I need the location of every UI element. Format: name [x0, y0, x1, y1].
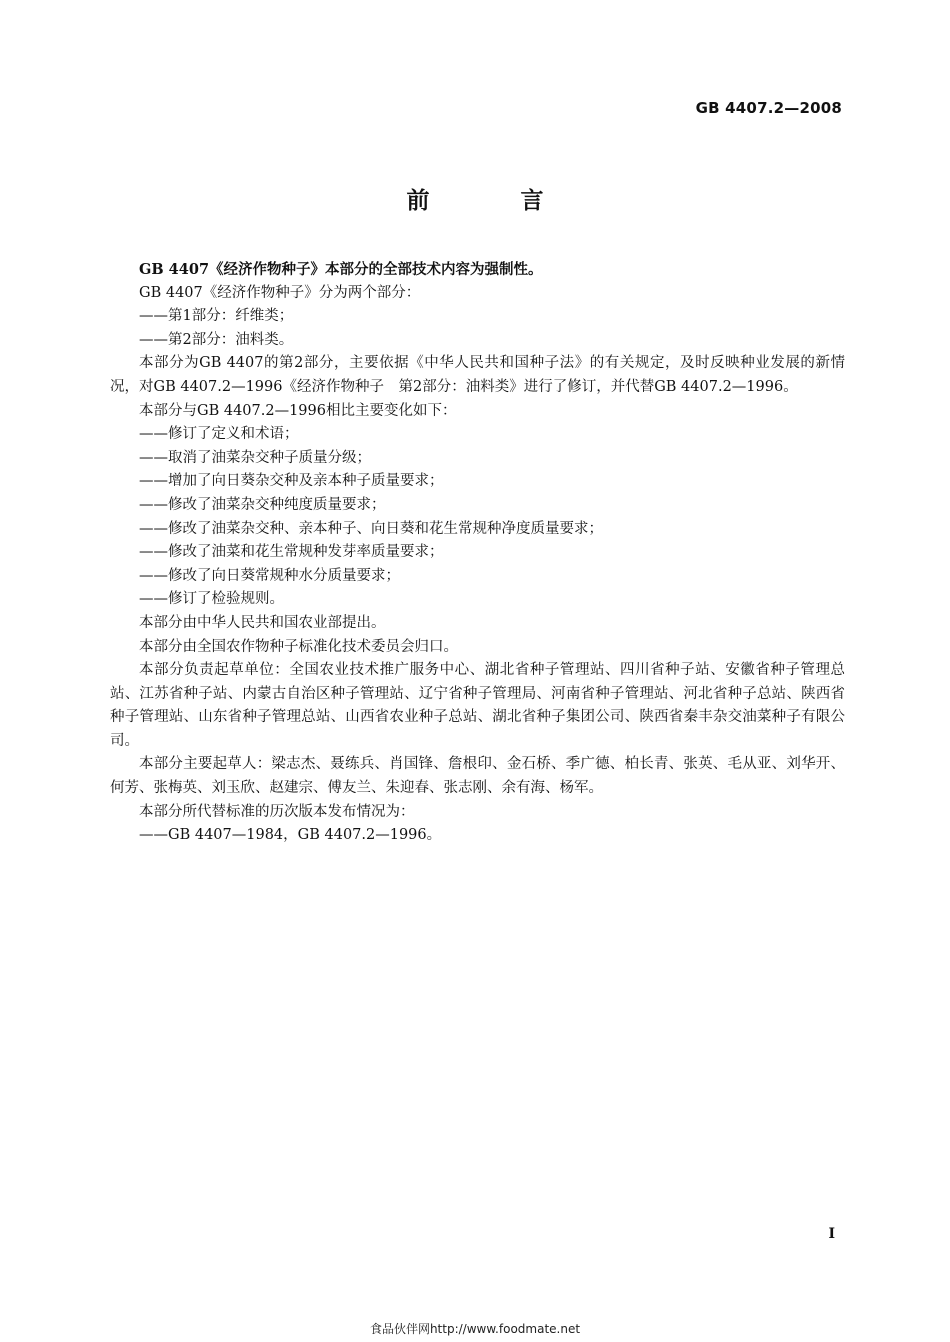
list-item-change: ——取消了油菜杂交种子质量分级； [139, 449, 371, 466]
paragraph-mandatory: GB 4407《经济作物种子》本部分的全部技术内容为强制性。 [139, 261, 543, 278]
paragraph-proposed-by: 本部分由中华人民共和国农业部提出。 [139, 614, 386, 631]
paragraph-drafting-units: 本部分负责起草单位：全国农业技术推广服务中心、湖北省种子管理站、四川省种子站、安徽省种子管理总站、江苏省种子站、内蒙古自治区种子管理站、辽宁省种子管理局、河南省种子管理站、河北省种子总站、陕西省种子管理站、山东省种子管理总站、山西省农业种子总站、湖北省种子集团公司、陕西省秦丰杂交油菜种子有限公司。 [110, 662, 845, 749]
list-item-part-1: ——第1部分：纤维类； [139, 308, 294, 325]
paragraph-previous-editions-intro: 本部分所代替标准的历次版本发布情况为： [139, 803, 415, 820]
list-item-change: ——修改了油菜杂交种纯度质量要求； [139, 496, 386, 513]
footer-watermark: 食品伙伴网http://www.foodmate.net [369, 1322, 581, 1336]
page-number: I [828, 1226, 835, 1242]
paragraph-drafters: 本部分主要起草人：梁志杰、聂练兵、肖国锋、詹根印、金石桥、季广德、柏长青、张英、毛从亚、刘华开、何芳、张梅英、刘玉欣、赵建宗、傅友兰、朱迎春、张志刚、余有海、杨军。 [110, 756, 845, 797]
list-item-part-2: ——第2部分：油料类。 [139, 331, 294, 348]
paragraph-centralized-by: 本部分由全国农作物种子标准化技术委员会归口。 [139, 638, 458, 655]
paragraph-parts-intro: GB 4407《经济作物种子》分为两个部分： [139, 284, 421, 301]
foreword-body [110, 258, 845, 848]
list-item-change: ——增加了向日葵杂交种及亲本种子质量要求； [139, 473, 444, 490]
standard-number: GB 4407.2—2008 [695, 99, 842, 117]
list-item-change: ——修订了检验规则。 [139, 591, 284, 608]
list-item-change: ——修改了油菜和花生常规种发芽率质量要求； [139, 544, 444, 561]
list-item-previous-editions: ——GB 4407—1984，GB 4407.2—1996。 [139, 827, 442, 844]
page-title: 前 言 [406, 188, 578, 214]
list-item-change: ——修改了向日葵常规种水分质量要求； [139, 567, 400, 584]
paragraph-changes-intro: 本部分与GB 4407.2—1996相比主要变化如下： [139, 402, 457, 419]
list-item-change: ——修改了油菜杂交种、亲本种子、向日葵和花生常规种净度质量要求； [139, 520, 603, 537]
paragraph-revision-basis: 本部分为GB 4407的第2部分，主要依据《中华人民共和国种子法》的有关规定，及时反映种业发展的新情况，对GB 4407.2—1996《经济作物种子 第2部分：油料类》进行了修订，并代替GB 4407.2—1996。 [110, 355, 845, 395]
list-item-change: ——修订了定义和术语； [139, 426, 299, 443]
